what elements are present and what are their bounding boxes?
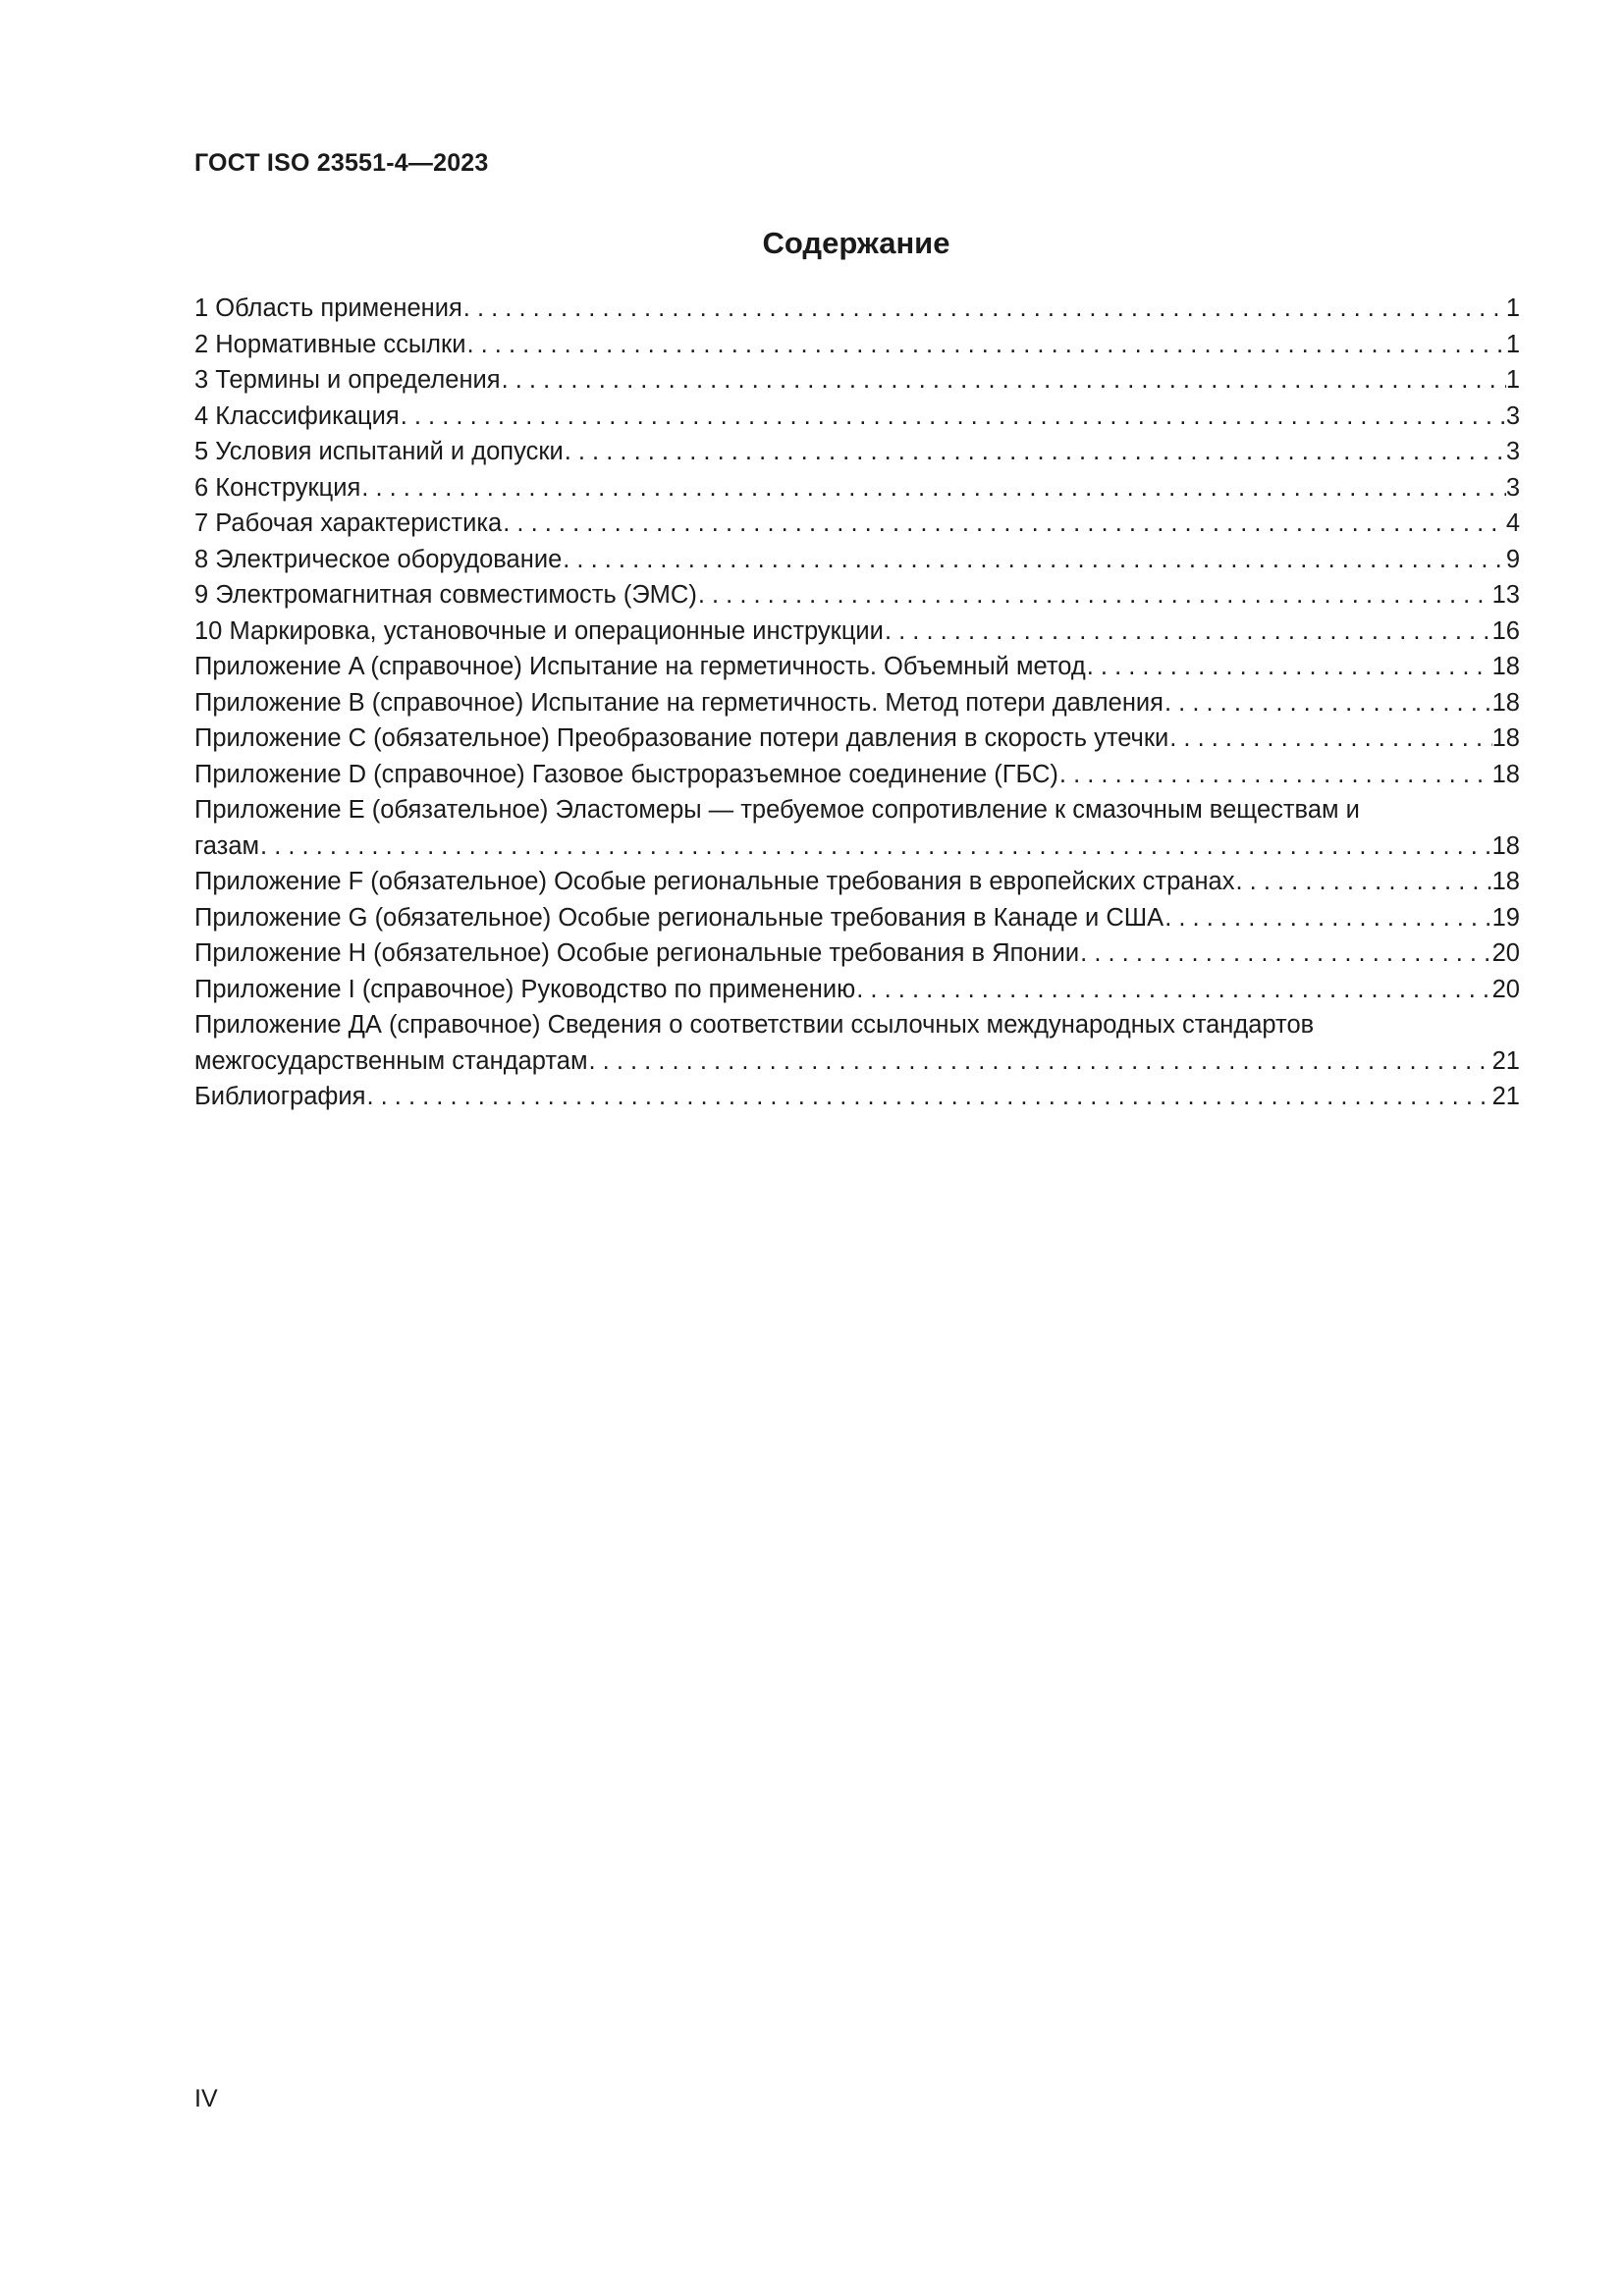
toc-entry[interactable] [194,327,1520,363]
toc-entry[interactable] [194,399,1520,435]
document-header: ГОСТ ISO 23551-4—2023 [194,149,489,177]
toc-leader-dots [884,614,1492,650]
toc-entry-page: 20 [1491,975,1520,1003]
toc-leader-dots [360,470,1506,507]
toc-entry[interactable] [194,542,1520,578]
toc-entry-title: 1 Область применения [194,294,462,322]
toc-leader-dots [501,362,1506,399]
toc-entry[interactable] [194,685,1520,721]
toc-leader-dots [1164,900,1491,936]
toc-entry-title: Приложение I (справочное) Руководство по применению [194,975,856,1003]
toc-entry-page: 18 [1491,868,1520,895]
toc-entry-title: 10 Маркировка, установочные и операционные инструкции [194,616,884,645]
toc-entry[interactable] [194,1007,1520,1079]
toc-leader-dots [465,327,1505,363]
toc-entry[interactable] [194,470,1520,507]
toc-entry-title: Приложение G (обязательное) Особые региональные требования в Канаде и США [194,903,1164,932]
toc-entry-title: 2 Нормативные ссылки [194,330,466,358]
toc-entry-title: Приложение F (обязательное) Особые региональные требования в европейских странах [194,868,1235,895]
toc-entry-title: Приложение C (обязательное) Преобразование потери давления в скорость утечки [194,724,1169,752]
toc-entry-title: 4 Классификация [194,401,400,430]
toc-entry[interactable] [194,721,1520,757]
toc-entry-page: 3 [1505,438,1520,465]
toc-leader-dots [365,1079,1491,1115]
toc-entry-title: 8 Электрическое оборудование [194,545,563,573]
toc-entry-page: 1 [1505,366,1520,394]
toc-leader-dots [502,506,1506,542]
toc-entry[interactable] [194,1079,1520,1115]
toc-entry[interactable] [194,291,1520,327]
toc-leader-dots [1058,757,1492,793]
toc-entry-title: 9 Электромагнитная совместимость (ЭМС) [194,581,697,609]
toc-entry-page: 19 [1491,903,1520,932]
toc-entry[interactable] [194,506,1520,542]
toc-entry-page: 4 [1505,509,1520,537]
toc-entry-page: 21 [1491,1046,1520,1075]
toc-entry-title: 7 Рабочая характеристика [194,509,503,537]
toc-entry-title: 3 Термины и определения [194,366,501,394]
toc-entry-page: 3 [1505,473,1520,502]
toc-entry-title: Приложение B (справочное) Испытание на герметичность. Метод потери давления [194,688,1164,717]
toc-entry-page: 18 [1491,688,1520,717]
toc-leader-dots [1086,649,1492,685]
toc-entry-page: 18 [1491,724,1520,752]
toc-entry[interactable] [194,864,1520,900]
toc-entry-page: 18 [1491,831,1520,860]
toc-leader-dots [259,828,1492,865]
toc-leader-dots [855,972,1491,1008]
toc-entry-page: 20 [1491,939,1520,967]
toc-entry[interactable] [194,757,1520,793]
toc-leader-dots [1168,721,1491,757]
toc-entry[interactable] [194,972,1520,1008]
toc-entry-page: 16 [1491,616,1520,645]
toc-entry-page: 21 [1491,1083,1520,1110]
toc-entry-title: Приложение A (справочное) Испытание на герметичность. Объемный метод [194,653,1086,680]
toc-entry-title: межгосударственным стандартам [194,1046,588,1075]
toc-entry-page: 9 [1505,545,1520,573]
toc-leader-dots [562,542,1506,578]
toc-entry-title: газам [194,831,260,860]
toc-entry-page: 18 [1491,760,1520,788]
toc-entry-page: 18 [1491,653,1520,680]
toc-entry-title: Библиография [194,1083,366,1110]
toc-entry-title: 6 Конструкция [194,473,361,502]
toc-entry[interactable] [194,649,1520,685]
page-number: IV [194,2085,218,2112]
toc-entry-title: Приложение H (обязательное) Особые региональные требования в Японии [194,939,1080,967]
toc-leader-dots [1164,685,1492,721]
toc-entry[interactable] [194,614,1520,650]
toc-entry[interactable] [194,935,1520,972]
toc-entry[interactable] [194,792,1520,864]
toc-leader-dots [564,434,1506,470]
table-of-contents [194,291,1520,1115]
toc-entry-title-line: Приложение E (обязательное) Эластомеры — требуемое сопротивление к смазочным веществам и [194,796,1360,824]
toc-leader-dots [1079,935,1491,972]
toc-entry-page: 13 [1491,581,1520,609]
toc-leader-dots [400,399,1506,435]
toc-leader-dots [587,1043,1491,1080]
page-title: Содержание [762,226,950,260]
toc-entry-page: 1 [1505,294,1520,322]
toc-leader-dots [1234,864,1491,900]
toc-entry-title: 5 Условия испытаний и допуски [194,438,564,465]
toc-entry[interactable] [194,577,1520,614]
toc-entry[interactable] [194,362,1520,399]
toc-entry-title: Приложение D (справочное) Газовое быстроразъемное соединение (ГБС) [194,760,1058,788]
toc-entry-title-line: Приложение ДА (справочное) Сведения о соответствии ссылочных международных стандартов [194,1011,1315,1039]
toc-entry[interactable] [194,434,1520,470]
toc-entry[interactable] [194,900,1520,936]
toc-leader-dots [697,577,1492,614]
toc-entry-page: 1 [1505,330,1520,358]
toc-leader-dots [462,291,1506,327]
toc-entry-page: 3 [1505,401,1520,430]
